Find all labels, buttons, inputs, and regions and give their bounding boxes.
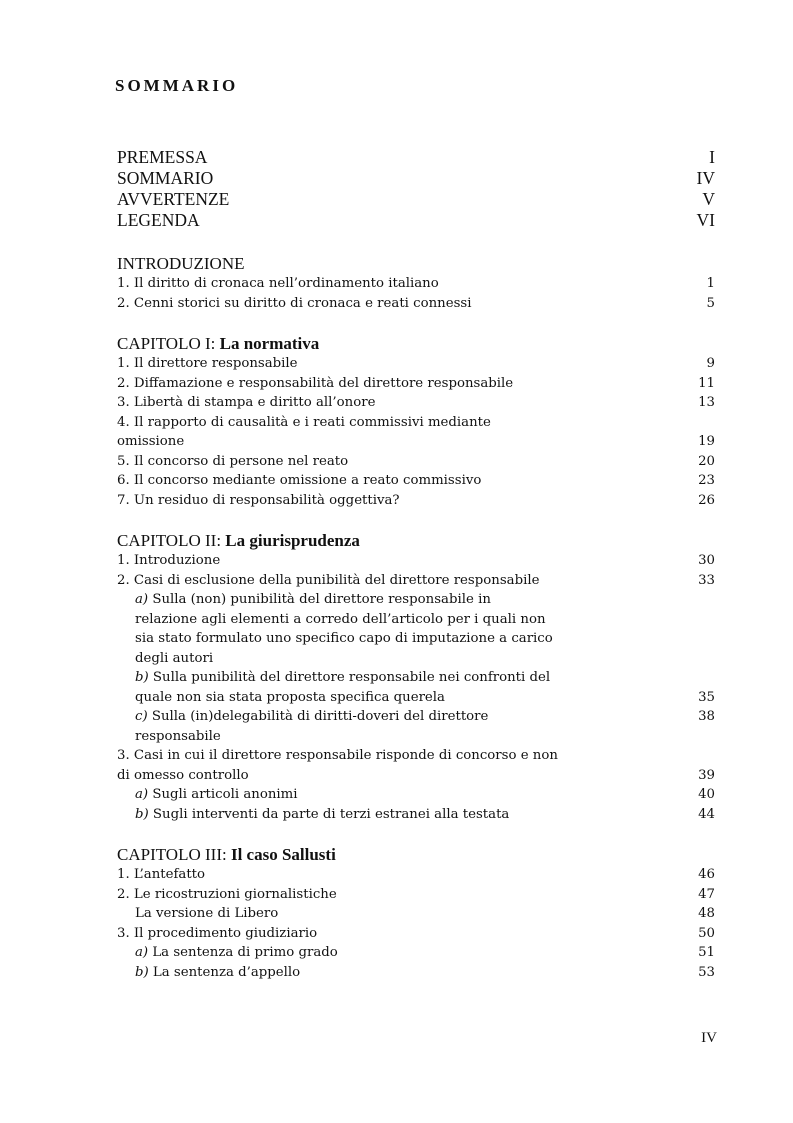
entry-label: SOMMARIO [117, 168, 214, 188]
chapter-prefix: CAPITOLO III: [117, 845, 227, 864]
entry-label: 4. Il rapporto di causalità e i reati commissivi mediante omissione [117, 414, 491, 449]
entry-label: La sentenza d’appello [148, 964, 301, 980]
table-of-contents [117, 147, 715, 982]
entry-label: Sulla (in)delegabilità di diritti-doveri del direttore responsabile [135, 709, 489, 744]
toc-entry [117, 865, 715, 885]
toc-entry [117, 924, 715, 944]
toc-entry [117, 551, 715, 571]
entry-page: 11 [698, 375, 715, 391]
toc-entry [117, 354, 715, 374]
entry-label: 1. L’antefatto [117, 867, 206, 882]
entry-label: LEGENDA [117, 210, 200, 230]
entry-page: 5 [706, 295, 715, 311]
entry-label: 1. Il direttore responsabile [117, 356, 298, 371]
toc-subentry [117, 963, 715, 983]
toc-entry [117, 189, 715, 210]
chapter-heading [117, 530, 715, 551]
chapter-prefix: CAPITOLO I: [117, 334, 216, 353]
toc-entry [117, 452, 715, 472]
subentry-letter: b) [135, 670, 149, 685]
entry-page: 38 [698, 709, 715, 724]
subentry-letter: a) [135, 945, 149, 960]
entry-label: Sugli interventi da parte di terzi estranei alla testata [148, 806, 510, 822]
toc-entry [117, 413, 715, 452]
toc-entry [117, 147, 715, 168]
toc-entry [117, 294, 715, 314]
toc-subentry [117, 707, 715, 746]
entry-page: 30 [698, 553, 715, 568]
entry-page: 33 [698, 572, 715, 588]
chapter-title: La normativa [219, 334, 320, 353]
entry-page: 53 [698, 964, 715, 980]
chapter-title: Il caso Sallusti [230, 845, 336, 864]
chapter-prefix: CAPITOLO II: [117, 531, 222, 550]
toc-entry [117, 374, 715, 394]
entry-page: 20 [698, 453, 715, 469]
entry-page: 13 [698, 395, 715, 410]
entry-label: 2. Cenni storici su diritto di cronaca e reati connessi [117, 295, 472, 311]
entry-page: 23 [698, 473, 715, 488]
subentry-letter: a) [135, 787, 149, 802]
entry-label: 6. Il concorso mediante omissione a reato commissivo [117, 473, 482, 488]
entry-page: IV [696, 168, 715, 188]
entry-page: 46 [698, 867, 715, 882]
toc-subentry [117, 785, 715, 805]
entry-page: 48 [698, 906, 715, 921]
toc-subentry [117, 590, 715, 668]
entry-page: 19 [698, 434, 715, 449]
toc-entry [117, 393, 715, 413]
toc-subentry [117, 943, 715, 963]
entry-label: PREMESSA [117, 147, 208, 167]
entry-label: 3. Il procedimento giudiziario [117, 925, 318, 941]
subentry-letter: b) [135, 806, 149, 822]
toc-subentry [117, 668, 715, 707]
entry-label: AVVERTENZE [117, 189, 230, 209]
entry-page: 40 [698, 787, 715, 802]
entry-page: VI [696, 210, 715, 230]
entry-page: 47 [698, 886, 715, 902]
toc-entry [117, 168, 715, 189]
subentry-letter: c) [135, 709, 148, 724]
toc-entry [117, 746, 715, 785]
entry-page: 50 [698, 925, 715, 941]
toc-entry [117, 491, 715, 511]
entry-label: 3. Libertà di stampa e diritto all’onore [117, 395, 376, 410]
toc-entry [117, 210, 715, 231]
entry-page: 44 [698, 806, 715, 822]
entry-page: I [709, 147, 715, 167]
entry-label: 2. Diffamazione e responsabilità del direttore responsabile [117, 375, 514, 391]
entry-label: Sugli articoli anonimi [148, 787, 298, 802]
chapter-heading [117, 844, 715, 865]
entry-label: Sulla punibilità del direttore responsabile nei confronti del quale non sia stata proposta specifica querela [135, 670, 551, 705]
entry-page: 9 [706, 356, 715, 371]
entry-label: La versione di Libero [135, 906, 279, 921]
entry-page: 51 [698, 945, 715, 960]
toc-entry [117, 885, 715, 905]
entry-label: 1. Il diritto di cronaca nell’ordinamento italiano [117, 276, 439, 291]
toc-subentry [117, 904, 715, 924]
entry-label: 2. Le ricostruzioni giornalistiche [117, 886, 337, 902]
entry-page: 35 [698, 689, 715, 705]
subentry-letter: a) [135, 592, 149, 607]
toc-entry [117, 571, 715, 591]
entry-label: 7. Un residuo di responsabilità oggettiva? [117, 492, 400, 508]
entry-label: 5. Il concorso di persone nel reato [117, 453, 349, 469]
chapter-heading [117, 333, 715, 354]
toc-subentry [117, 805, 715, 825]
entry-label: Sulla (non) punibilità del direttore responsabile in relazione agli elementi a corredo dell’articolo per i quali non sia stato formulato uno specifico capo di imputazione a carico degli autori [135, 592, 553, 666]
chapter-title: La giurisprudenza [225, 531, 360, 550]
entry-page: 1 [706, 276, 715, 291]
entry-page: V [702, 189, 715, 209]
entry-label: 1. Introduzione [117, 553, 221, 568]
entry-page: 39 [698, 767, 715, 783]
entry-page: 26 [698, 492, 715, 508]
toc-entry [117, 471, 715, 491]
entry-label: 2. Casi di esclusione della punibilità del direttore responsabile [117, 572, 540, 588]
entry-label: La sentenza di primo grado [148, 945, 338, 960]
page-number: IV [701, 1030, 717, 1046]
toc-entry [117, 274, 715, 294]
entry-label: 3. Casi in cui il direttore responsabile risponde di concorso e non di omesso controllo [117, 748, 558, 783]
page-title: SOMMARIO [115, 76, 239, 95]
subentry-letter: b) [135, 964, 149, 980]
section-heading: INTRODUZIONE [117, 254, 245, 273]
